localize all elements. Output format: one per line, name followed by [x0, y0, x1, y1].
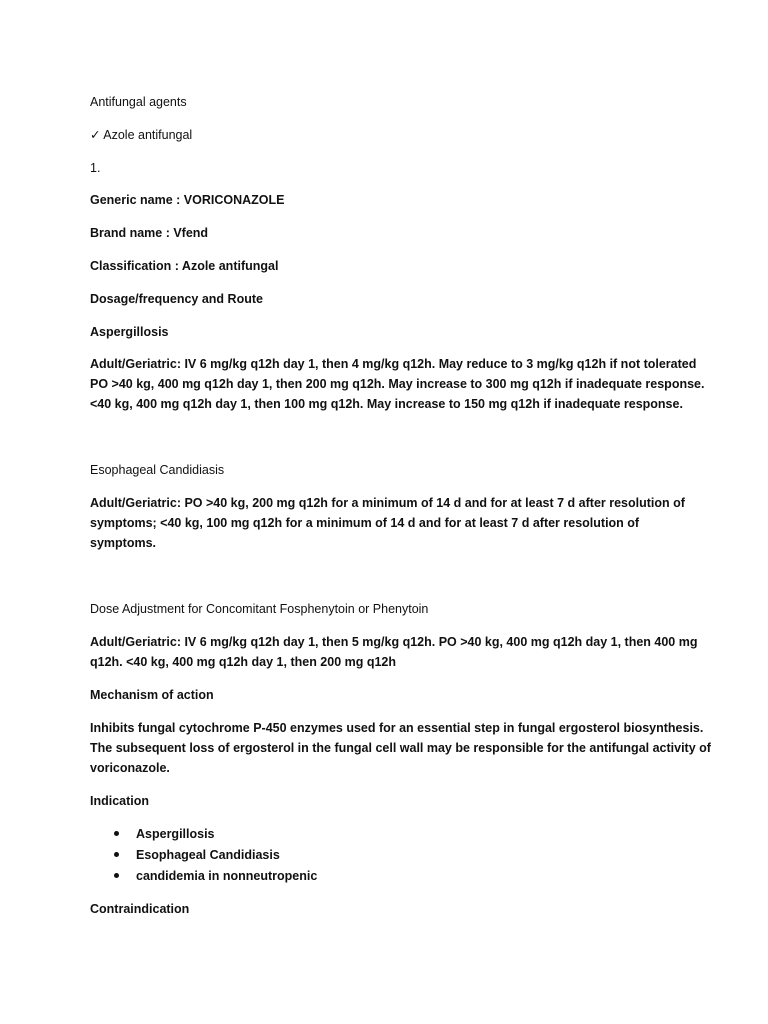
indication-item-esophageal-candidiasis: Esophageal Candidiasis: [136, 848, 280, 862]
indication-heading: Indication: [90, 794, 150, 808]
indication-item-aspergillosis: Aspergillosis: [136, 827, 215, 841]
bullet-icon: [114, 852, 119, 857]
document-title: Antifungal agents: [90, 95, 187, 109]
generic-name: Generic name : VORICONAZOLE: [90, 193, 285, 207]
mechanism-line-2: The subsequent loss of ergosterol in the fungal cell wall may be responsible for the antifungal activity of: [90, 741, 711, 755]
esophageal-line-3: symptoms.: [90, 536, 156, 550]
brand-name: Brand name : Vfend: [90, 226, 209, 240]
aspergillosis-dosage: [90, 354, 705, 414]
indication-item-candidemia: candidemia in nonneutropenic: [136, 869, 318, 883]
mechanism-line-3: voriconazole.: [90, 761, 170, 775]
aspergillosis-line-1: Adult/Geriatric: IV 6 mg/kg q12h day 1, then 4 mg/kg q12h. May reduce to 3 mg/kg q12h if not tolerated: [90, 357, 697, 371]
dose-adjustment-dosage: [90, 632, 698, 672]
dosage-heading: Dosage/frequency and Route: [90, 292, 263, 306]
esophageal-line-2: symptoms; <40 kg, 100 mg q12h for a minimum of 14 d and for at least 7 d after resolution of: [90, 516, 640, 530]
classification: Classification : Azole antifungal: [90, 259, 279, 273]
aspergillosis-line-3: <40 kg, 400 mg q12h day 1, then 100 mg q12h. May increase to 150 mg q12h if inadequate response.: [90, 397, 683, 411]
mechanism-heading: Mechanism of action: [90, 688, 214, 702]
dose-adjustment-heading: Dose Adjustment for Concomitant Fosphenytoin or Phenytoin: [90, 602, 429, 616]
bullet-icon: [114, 873, 119, 878]
contraindication-heading: Contraindication: [90, 902, 190, 916]
aspergillosis-heading: Aspergillosis: [90, 325, 169, 339]
esophageal-line-1: Adult/Geriatric: PO >40 kg, 200 mg q12h for a minimum of 14 d and for at least 7 d after resolution of: [90, 496, 685, 510]
dose-adjustment-line-2: q12h. <40 kg, 400 mg q12h day 1, then 200 mg q12h: [90, 655, 397, 669]
bullet-icon: [114, 831, 119, 836]
dose-adjustment-line-1: Adult/Geriatric: IV 6 mg/kg q12h day 1, then 5 mg/kg q12h. PO >40 kg, 400 mg q12h day 1, then 400 mg: [90, 635, 698, 649]
esophageal-heading: Esophageal Candidiasis: [90, 463, 225, 477]
mechanism-text: [90, 718, 711, 778]
item-number: 1.: [90, 161, 101, 175]
aspergillosis-line-2: PO >40 kg, 400 mg q12h day 1, then 200 mg q12h. May increase to 300 mg q12h if inadequate response.: [90, 377, 705, 391]
category-heading: ✓ Azole antifungal: [90, 128, 193, 142]
esophageal-dosage: [90, 493, 690, 553]
mechanism-line-1: Inhibits fungal cytochrome P-450 enzymes used for an essential step in fungal ergosterol biosynthesis.: [90, 721, 704, 735]
